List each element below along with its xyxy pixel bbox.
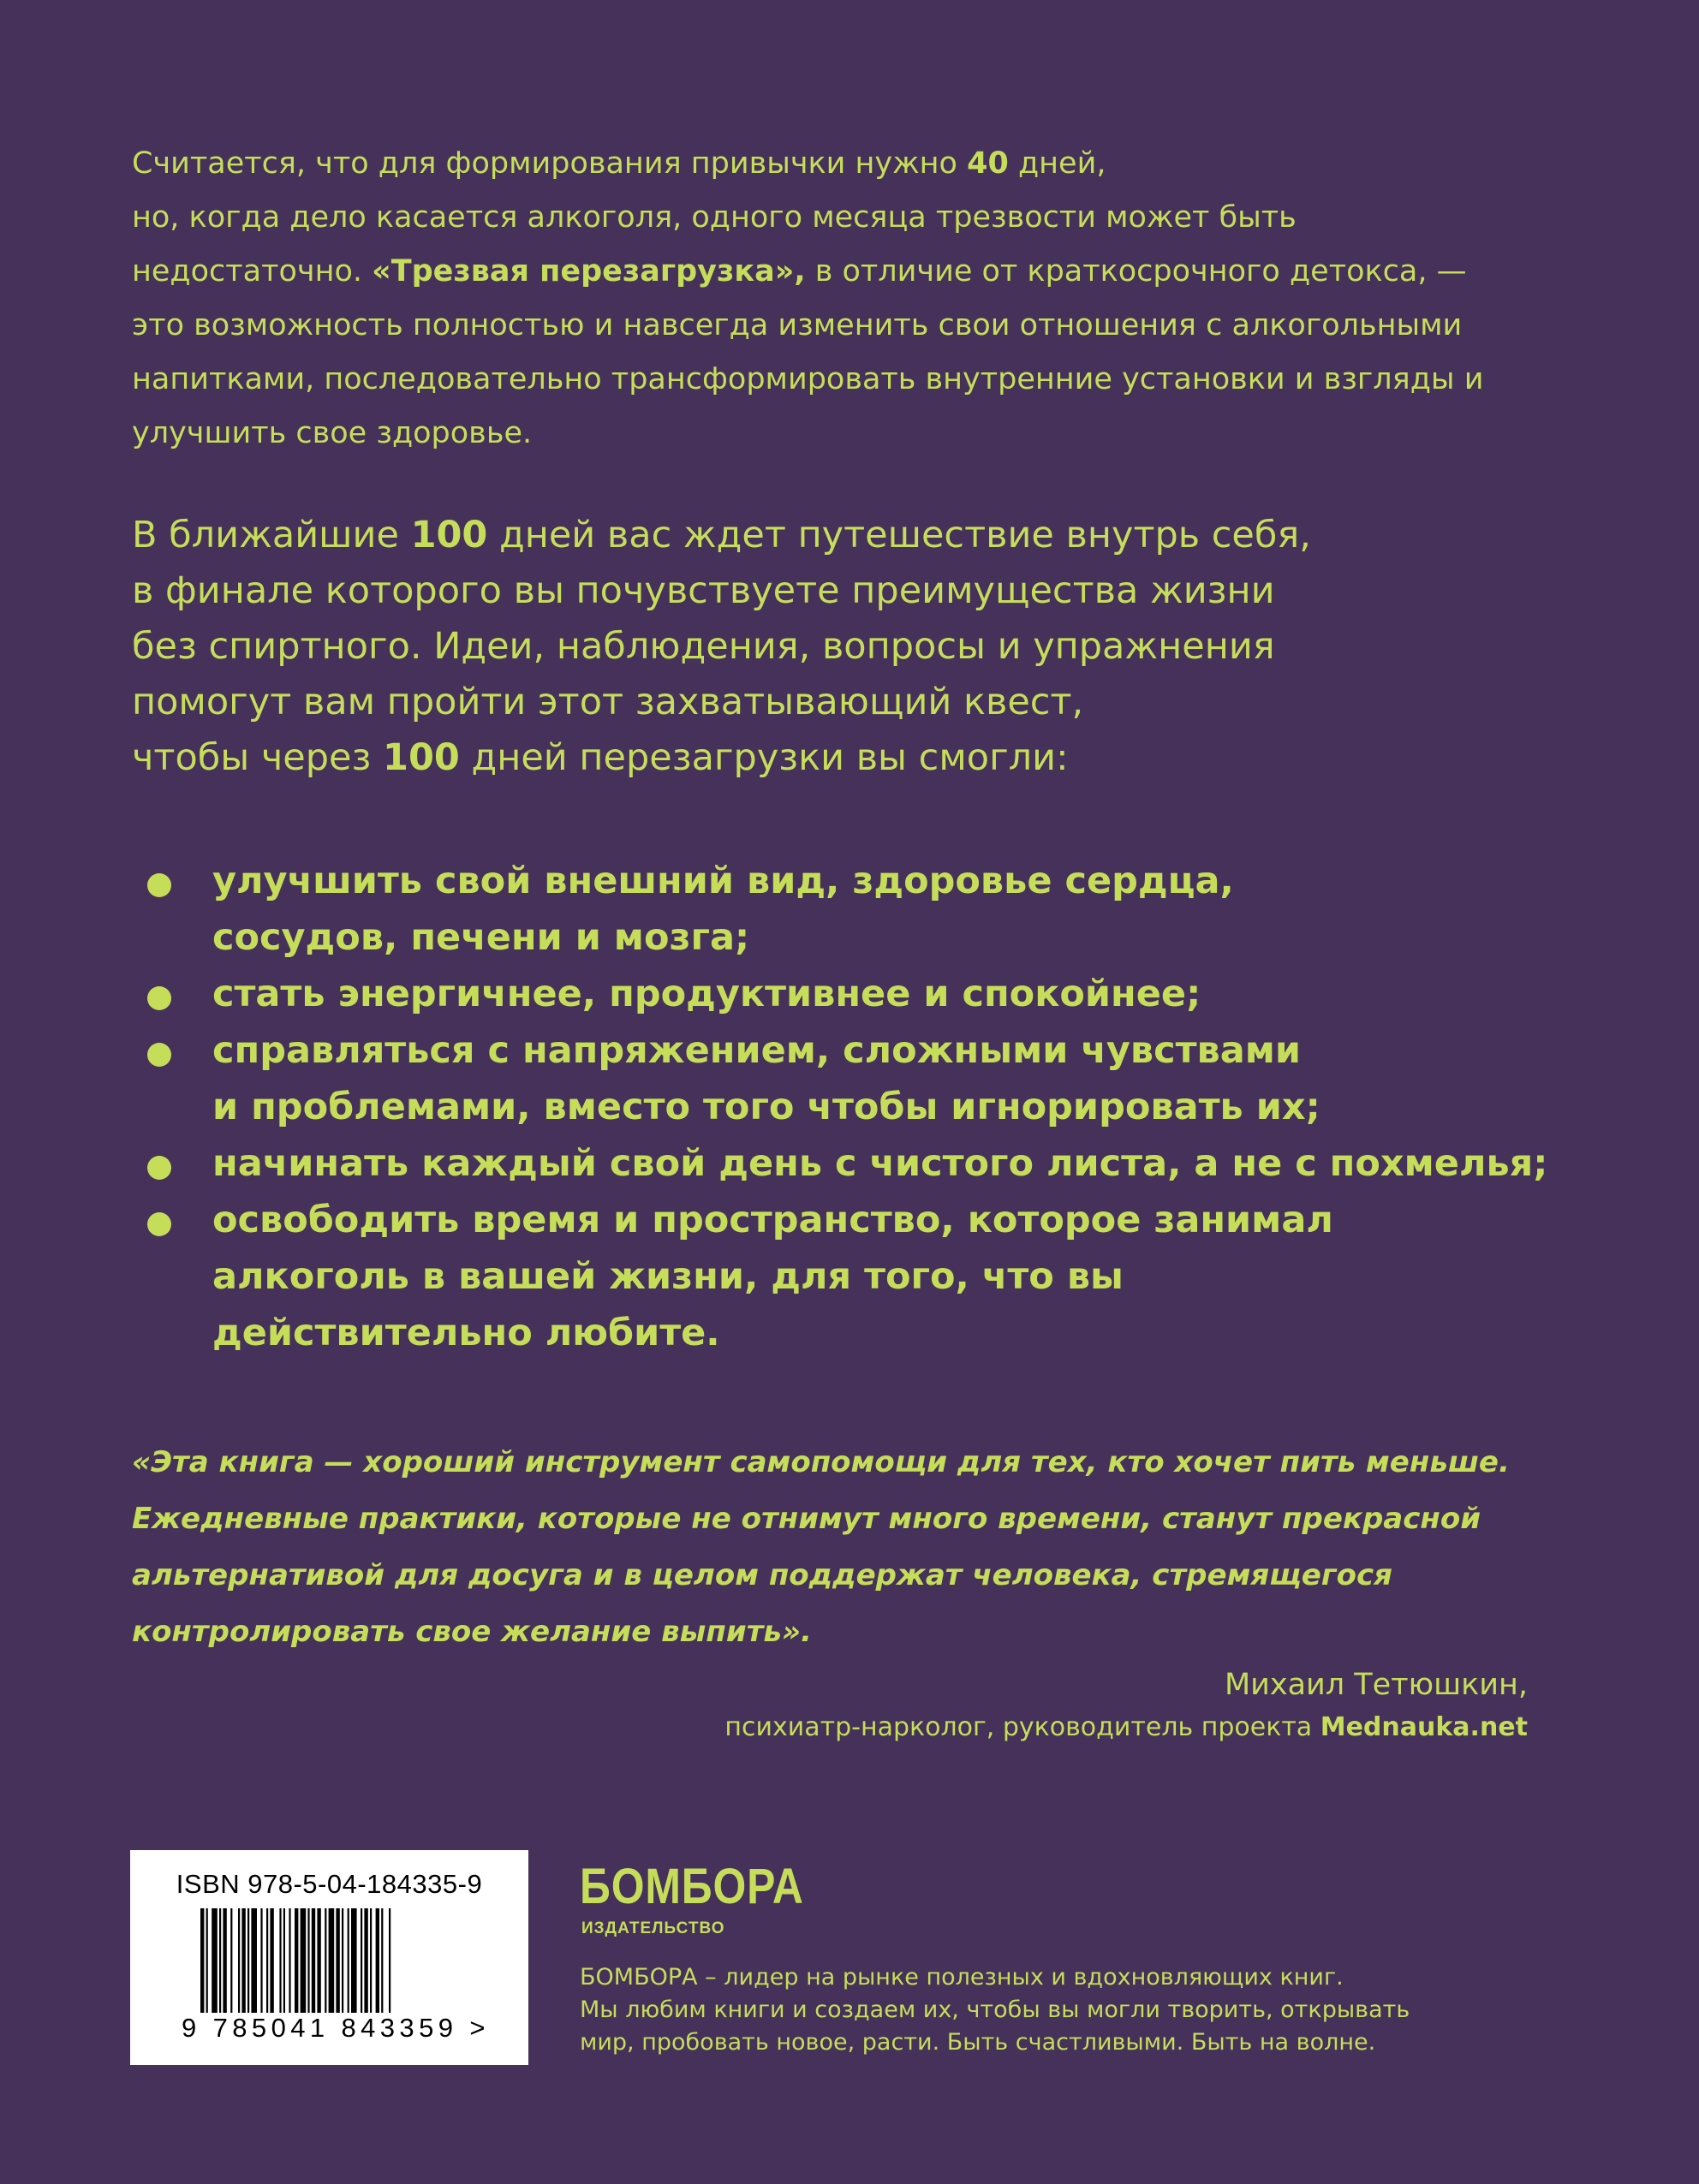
barcode-bar xyxy=(370,1908,372,2013)
intro-text-3: но, когда дело касается алкоголя, одного месяца трезвости может быть недостаточно. xyxy=(132,200,1297,289)
publisher-logo: БОМБОРА xyxy=(580,1859,804,1914)
barcode-bar xyxy=(219,1908,221,2013)
quote-author-name: Михаил Тетюшкин, xyxy=(1224,1668,1528,1702)
intro-text-4: в отличие от краткосрочного детокса, — это возможность полностью и навсегда изменить свои отношения с алкогольными напитками, последовательно трансформировать внутренние установки и взгляды и улучшить свое здоровье. xyxy=(132,254,1484,450)
bullet-icon xyxy=(147,986,171,1010)
lead-text-2: дней вас ждет путешествие внутрь себя, xyxy=(487,514,1311,556)
intro-paragraph xyxy=(132,137,1502,461)
barcode-bar xyxy=(329,1908,335,2013)
barcode-bar xyxy=(336,1908,339,2013)
isbn-barcode xyxy=(130,1850,528,2065)
benefit-line: справляться с напряжением, сложными чувствами xyxy=(212,1029,1302,1072)
barcode-bar xyxy=(295,1908,298,2013)
barcode-bar xyxy=(266,1908,268,2013)
barcode-bar xyxy=(325,1908,326,2013)
publisher-desc-line: БОМБОРА – лидер на рынке полезных и вдохновляющих книг. xyxy=(580,1964,1344,1991)
quote-line: Ежедневные практики, которые не отнимут много времени, станут прекрасной xyxy=(132,1502,1481,1536)
list-item xyxy=(212,966,1583,1022)
lead-paragraph xyxy=(132,508,1502,786)
barcode-bar xyxy=(260,1908,262,2013)
bullet-icon xyxy=(147,1043,171,1067)
publisher-description xyxy=(580,1961,1522,2059)
isbn-number: ISBN 978-5-04-184335-9 xyxy=(176,1869,483,1899)
lead-text-1: В ближайшие xyxy=(132,514,411,556)
quote-line: «Эта книга — хороший инструмент самопомощи для тех, кто хочет пить меньше. xyxy=(132,1445,1510,1479)
benefit-line: освободить время и пространство, которое занимал xyxy=(212,1199,1333,1241)
bullet-icon xyxy=(147,1212,171,1236)
barcode-bar xyxy=(389,1908,390,2013)
lead-days-100-a: 100 xyxy=(410,514,488,556)
intro-text-2: дней, xyxy=(1008,146,1106,181)
quote-line: альтернативой для досуга и в целом поддержат человека, стремящегося xyxy=(132,1558,1392,1592)
benefit-line: улучшить свой внешний вид, здоровье сердца, xyxy=(212,860,1234,902)
barcode-bar xyxy=(381,1908,383,2013)
barcode-digits: 9 785041 843359 > xyxy=(182,2013,490,2043)
quote-line: контролировать свое желание выпить». xyxy=(132,1615,812,1649)
benefit-line: начинать каждый свой день с чистого листа, а не с похмелья; xyxy=(212,1142,1548,1185)
list-item xyxy=(212,853,1583,966)
barcode-bar xyxy=(270,1908,273,2013)
barcode-bar xyxy=(342,1908,343,2013)
lead-text-4: без спиртного. Идеи, наблюдения, вопросы и упражнения xyxy=(132,625,1275,668)
benefit-line: действительно любите. xyxy=(212,1312,720,1354)
barcode-bar xyxy=(312,1908,315,2013)
barcode-bars xyxy=(200,1908,457,2013)
barcode-bar xyxy=(364,1908,367,2013)
barcode-bar xyxy=(289,1908,290,2013)
barcode-bar xyxy=(241,1908,245,2013)
benefit-line: и проблемами, вместо того чтобы игнорировать их; xyxy=(212,1086,1320,1128)
barcode-bar xyxy=(361,1908,362,2013)
barcode-bar xyxy=(283,1908,285,2013)
lead-days-100-b: 100 xyxy=(383,736,460,779)
lead-text-6: чтобы через xyxy=(132,736,384,779)
book-title-mention: «Трезвая перезагрузка», xyxy=(372,254,806,289)
barcode-bar xyxy=(251,1908,257,2013)
lead-text-3: в финале которого вы почувствуете преимущества жизни xyxy=(132,569,1275,612)
barcode-bar xyxy=(223,1908,226,2013)
barcode-bar xyxy=(301,1908,307,2013)
intro-text-1: Считается, что для формирования привычки нужно xyxy=(132,146,968,181)
lead-text-7: дней перезагрузки вы смогли: xyxy=(459,736,1069,779)
author-site: Mednauka.net xyxy=(1320,1712,1528,1742)
barcode-bar xyxy=(200,1908,204,2013)
barcode-bar xyxy=(348,1908,349,2013)
bullet-icon xyxy=(147,1156,171,1180)
lead-text-5: помогут вам пройти этот захватывающий квест, xyxy=(132,681,1084,723)
benefit-line: алкоголь в вашей жизни, для того, что вы xyxy=(212,1255,1124,1298)
expert-quote xyxy=(132,1434,1545,1660)
benefit-line: стать энергичнее, продуктивнее и спокойнее; xyxy=(212,973,1201,1015)
barcode-bar xyxy=(307,1908,309,2013)
barcode-bar xyxy=(212,1908,218,2013)
bullet-icon xyxy=(147,873,171,897)
publisher-logo-subtitle: ИЗДАТЕЛЬСТВО xyxy=(581,1919,725,1937)
quote-author-role xyxy=(724,1711,1528,1745)
barcode-bar xyxy=(279,1908,281,2013)
list-item xyxy=(212,1135,1583,1192)
barcode-bar xyxy=(376,1908,379,2013)
author-role-text: психиатр-нарколог, руководитель проекта xyxy=(724,1712,1320,1742)
intro-days-40: 40 xyxy=(967,146,1009,181)
barcode-bar xyxy=(238,1908,240,2013)
barcode-bar xyxy=(317,1908,320,2013)
benefits-list xyxy=(212,853,1583,1361)
publisher-desc-line: Мы любим книги и создаем их, чтобы вы могли творить, открывать xyxy=(580,1997,1410,2023)
list-item xyxy=(212,1192,1583,1361)
publisher-desc-line: мир, пробовать новое, расти. Быть счастливыми. Быть на волне. xyxy=(580,2029,1376,2056)
benefit-line: сосудов, печени и мозга; xyxy=(212,916,750,959)
barcode-bar xyxy=(247,1908,249,2013)
barcode-bar xyxy=(230,1908,232,2013)
barcode-bar xyxy=(351,1908,357,2013)
barcode-bar xyxy=(206,1908,208,2013)
list-item xyxy=(212,1022,1583,1135)
